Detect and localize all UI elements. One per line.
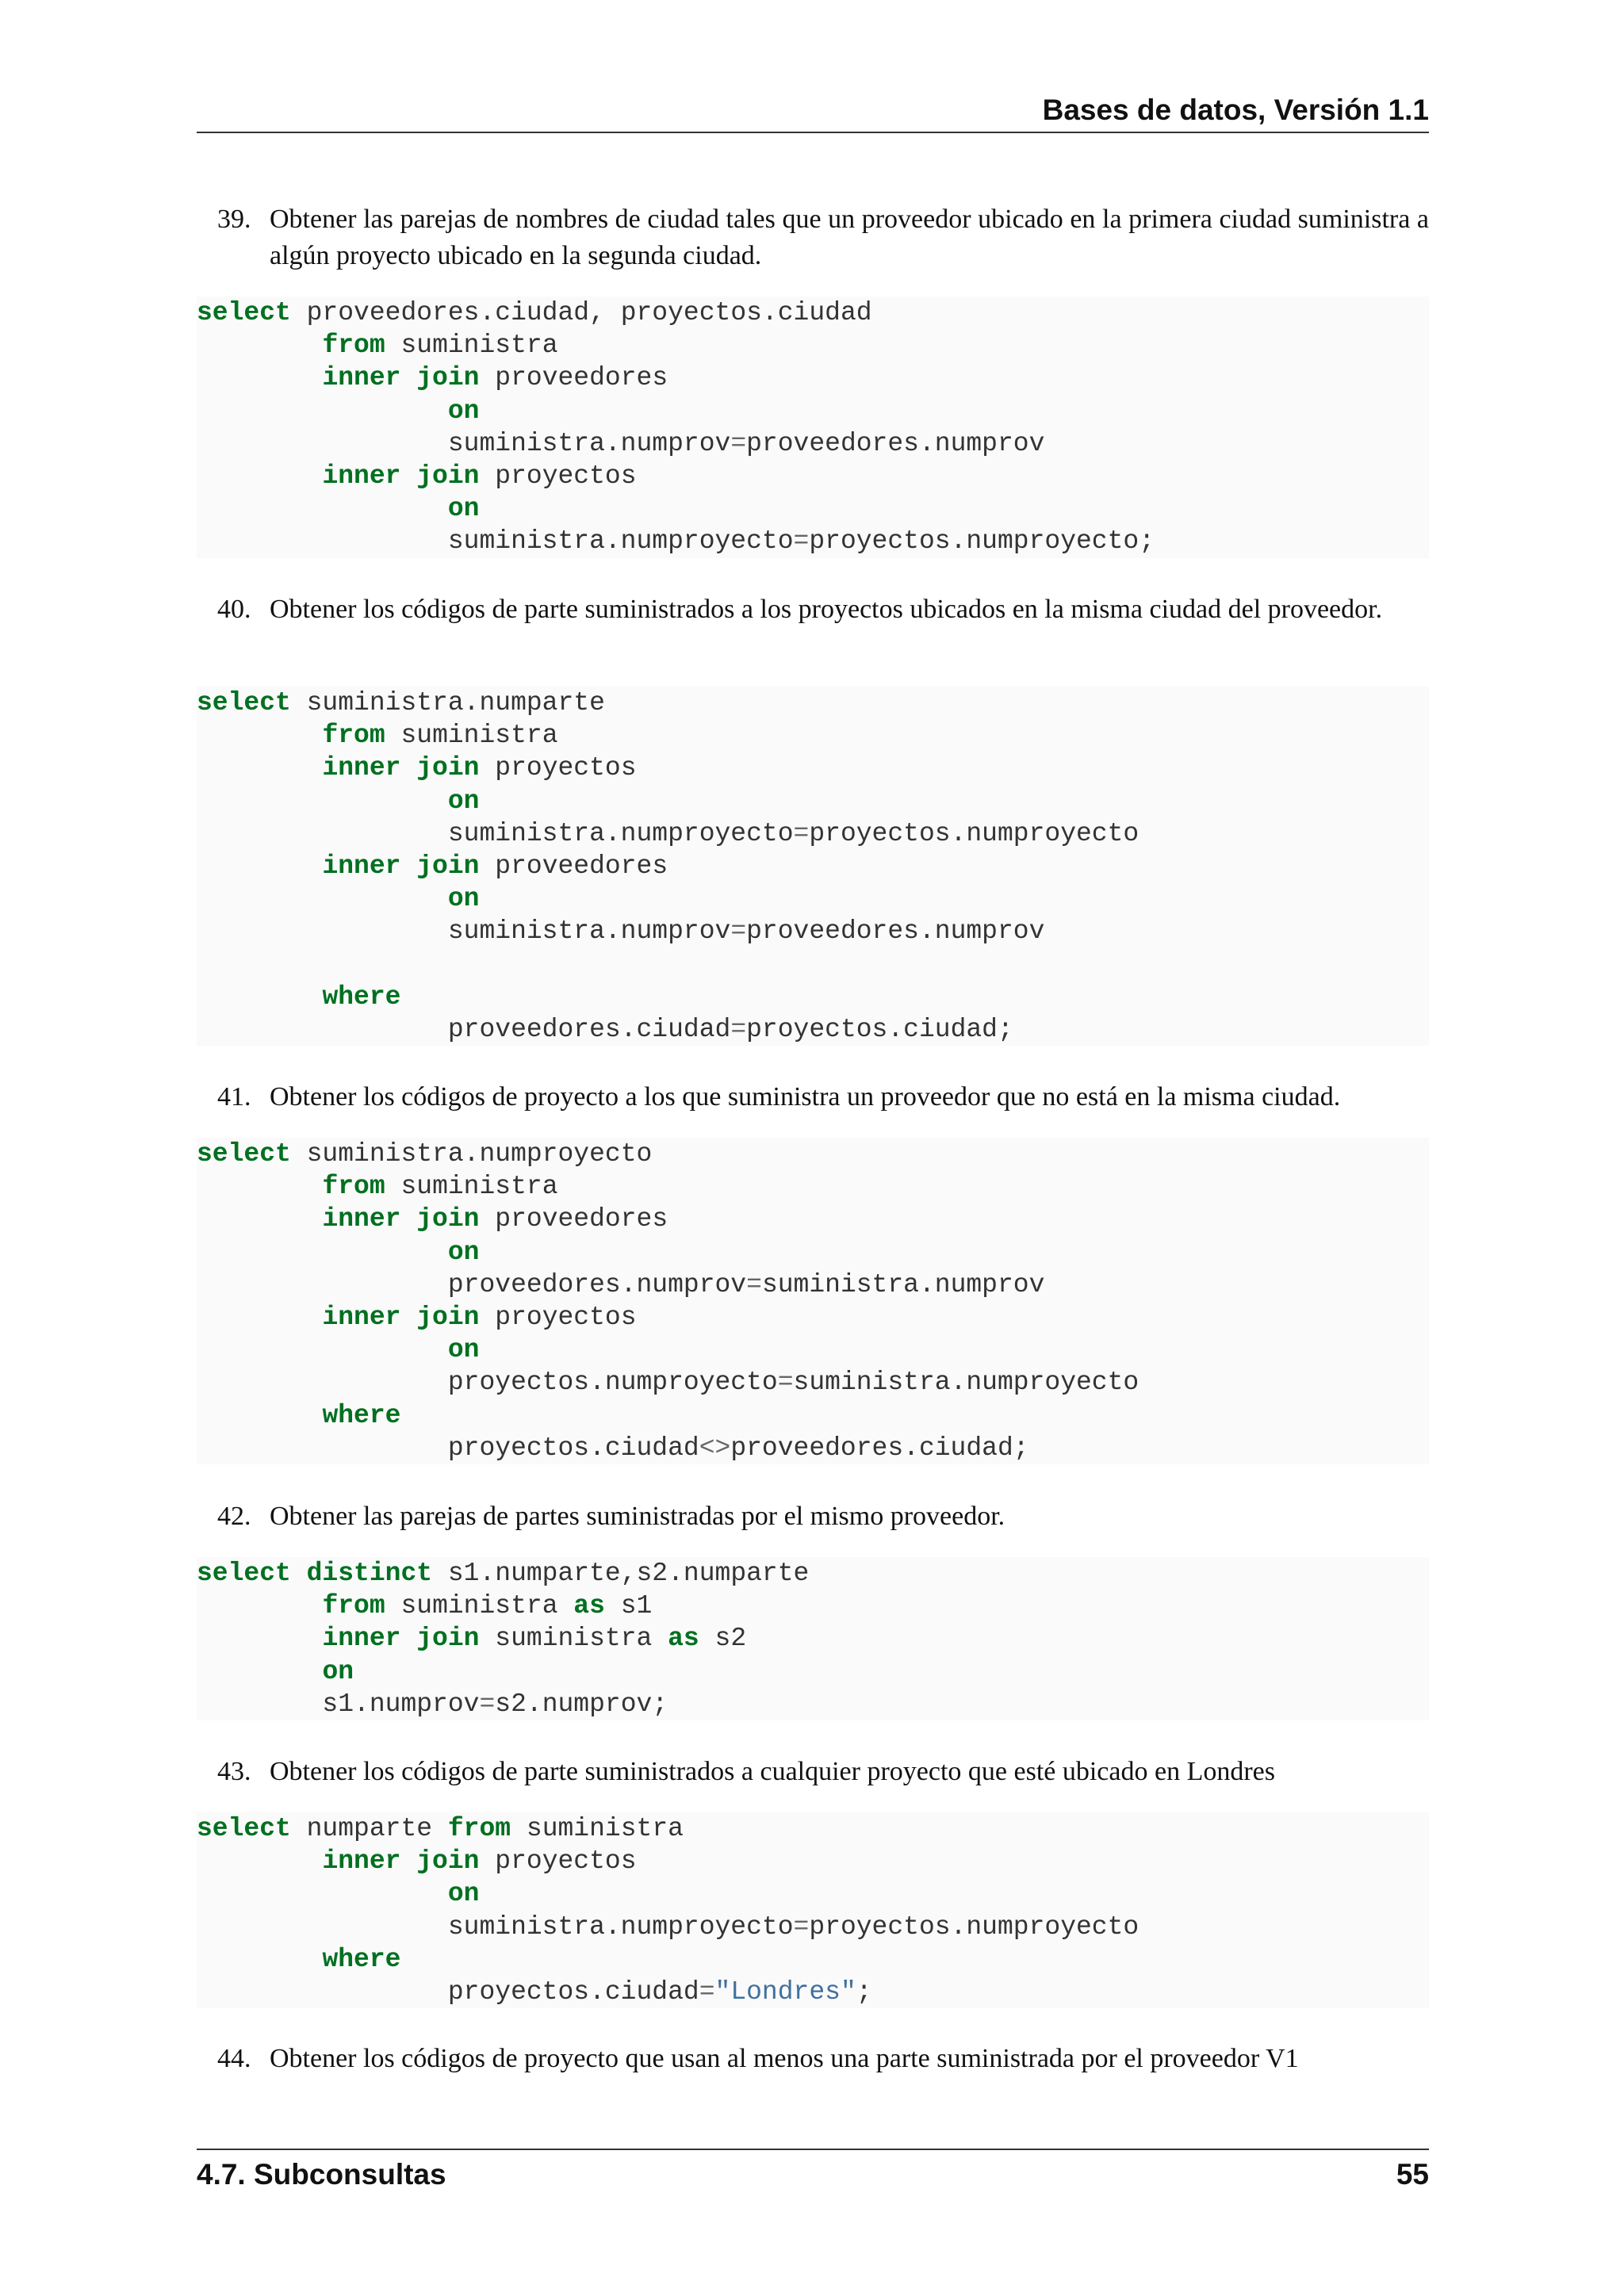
question-39 (197, 201, 1429, 274)
sql-keyword: inner join (322, 1846, 480, 1877)
code-text: proyectos.ciudad (197, 1976, 699, 2007)
code-text: proveedores.ciudad; (730, 1433, 1029, 1463)
question-text: Obtener las parejas de nombres de ciudad tales que un proveedor ubicado en la primera ciudad suministra a algún proyecto ubicado en la segunda ciudad. (270, 205, 1429, 270)
sql-keyword: from (447, 1814, 511, 1843)
sql-keyword: as (573, 1591, 605, 1621)
code-line (197, 1170, 1429, 1203)
code-text: suministra (385, 331, 558, 361)
question-text: Obtener los códigos de parte suministrados a los proyectos ubicados en la misma ciudad del proveedor. (270, 595, 1383, 624)
code-line (197, 817, 1429, 850)
code-text: proyectos.ciudad; (746, 1014, 1013, 1044)
code-line (197, 395, 1429, 427)
question-number: 39. (217, 205, 251, 234)
sql-keyword: inner join (322, 1302, 480, 1332)
code-text: s2.numprov; (495, 1689, 668, 1719)
code-line (197, 525, 1429, 557)
code-text (197, 331, 322, 360)
question-number: 41. (217, 1082, 251, 1112)
sql-keyword: where (322, 1400, 401, 1430)
code-text (197, 1624, 322, 1653)
code-line (197, 1590, 1429, 1622)
code-text: proyectos (479, 1846, 637, 1877)
code-line (197, 1911, 1429, 1943)
sql-keyword: inner join (322, 1204, 480, 1234)
code-text (197, 363, 322, 392)
code-line (197, 1138, 1429, 1170)
code-line (197, 1301, 1429, 1334)
code-text: suministra.numprov (761, 1269, 1045, 1299)
code-block-41 (197, 1138, 1429, 1464)
sql-keyword: inner join (322, 851, 480, 881)
sql-operator: = (746, 1269, 762, 1299)
sql-keyword: on (447, 1335, 480, 1365)
question-number: 44. (217, 2044, 251, 2073)
code-text: proveedores.ciudad (197, 1014, 731, 1044)
footer-rule (197, 2149, 1429, 2150)
code-text: numparte (290, 1814, 448, 1843)
code-line (197, 1013, 1429, 1046)
code-text: proveedores (479, 1204, 668, 1234)
question-43 (197, 1754, 1429, 1790)
sql-keyword: from (322, 1172, 385, 1202)
code-text: suministra.numprov (197, 428, 731, 458)
question-42 (197, 1498, 1429, 1535)
sql-keyword: select (197, 1139, 291, 1169)
code-text: ; (856, 1976, 872, 2007)
code-text (197, 1303, 322, 1332)
code-text (197, 721, 322, 750)
code-text: suministra.numprov (197, 916, 731, 947)
question-44 (197, 2041, 1429, 2077)
code-line (197, 850, 1429, 882)
code-text (197, 786, 448, 816)
code-text: suministra (479, 1624, 668, 1654)
code-text (197, 1335, 448, 1364)
sql-operator: = (479, 1689, 496, 1719)
code-text: suministra.numproyecto (197, 818, 794, 848)
code-line (197, 915, 1429, 947)
code-line (197, 329, 1429, 362)
sql-operator: = (793, 818, 810, 848)
question-40 (197, 591, 1429, 628)
code-text: proyectos.numproyecto (809, 818, 1139, 848)
sql-keyword: on (447, 1237, 480, 1267)
code-block-39 (197, 297, 1429, 558)
code-line (197, 1399, 1429, 1432)
code-text: s2 (699, 1624, 747, 1654)
code-line (197, 1812, 1429, 1845)
header-rule (197, 132, 1429, 133)
code-line (197, 1622, 1429, 1655)
sql-operator: = (730, 428, 747, 458)
code-text: proyectos.numproyecto (809, 1911, 1139, 1942)
code-text: suministra (511, 1814, 684, 1843)
code-line (197, 1655, 1429, 1688)
code-line (197, 752, 1429, 784)
code-text: proyectos (479, 461, 637, 491)
sql-keyword: as (668, 1624, 699, 1654)
code-line (197, 882, 1429, 915)
code-line (197, 1845, 1429, 1877)
code-text: proyectos.numproyecto (197, 1368, 778, 1398)
code-line (197, 687, 1429, 719)
code-line (197, 1688, 1429, 1720)
sql-keyword: select (197, 1814, 291, 1843)
question-text: Obtener los códigos de proyecto a los que suministra un proveedor que no está en la misma ciudad. (270, 1082, 1341, 1112)
sql-keyword: inner join (322, 1624, 480, 1654)
sql-keyword: where (322, 982, 401, 1012)
code-line (197, 1557, 1429, 1590)
sql-operator: = (730, 916, 747, 947)
code-text: suministra (385, 1172, 558, 1202)
sql-keyword: from (322, 1591, 385, 1621)
code-text: suministra.numproyecto (793, 1368, 1139, 1398)
code-text: proyectos.numproyecto; (809, 526, 1155, 557)
code-text (197, 1879, 448, 1908)
question-41 (197, 1079, 1429, 1115)
question-number: 43. (217, 1757, 251, 1786)
code-line (197, 1203, 1429, 1235)
code-block-40 (197, 687, 1429, 1046)
code-text (197, 753, 322, 783)
sql-keyword: on (447, 1879, 480, 1909)
code-line (197, 1269, 1429, 1301)
code-text: suministra.numparte (290, 688, 605, 718)
code-line (197, 460, 1429, 492)
running-header: Bases de datos, Versión 1.1 (1042, 94, 1429, 126)
sql-keyword: inner join (322, 461, 480, 491)
sql-keyword: select (197, 688, 291, 718)
code-text (197, 1846, 322, 1876)
footer-section-title: 4.7. Subconsultas (197, 2158, 446, 2191)
question-number: 40. (217, 595, 251, 624)
code-line (197, 719, 1429, 752)
code-text: s1.numprov (197, 1689, 480, 1719)
code-text: proyectos.ciudad (197, 1433, 699, 1463)
code-text: proveedores.ciudad, proyectos.ciudad (290, 298, 872, 327)
sql-keyword: inner join (322, 753, 480, 783)
sql-operator: = (777, 1368, 794, 1398)
sql-operator: <> (699, 1433, 731, 1463)
code-text: suministra.numproyecto (197, 526, 794, 557)
code-line (197, 1366, 1429, 1399)
code-text: suministra.numproyecto (290, 1139, 653, 1169)
code-text (197, 1238, 448, 1267)
sql-operator: = (793, 1911, 810, 1942)
code-text (197, 1591, 322, 1621)
code-text (197, 1657, 322, 1686)
sql-keyword: select (197, 298, 291, 327)
code-text: proveedores.numprov (197, 1269, 747, 1299)
page-number: 55 (1396, 2158, 1429, 2191)
sql-operator: = (730, 1014, 747, 1044)
question-text: Obtener los códigos de parte suministrados a cualquier proyecto que esté ubicado en Londres (270, 1757, 1275, 1786)
sql-keyword: from (322, 331, 385, 361)
code-line (197, 1432, 1429, 1464)
sql-keyword: on (447, 884, 480, 914)
code-text: proveedores (479, 363, 668, 393)
code-line (197, 1334, 1429, 1366)
sql-string: "Londres" (714, 1976, 856, 2007)
code-text: suministra.numproyecto (197, 1911, 794, 1942)
code-text (197, 1172, 322, 1201)
question-text: Obtener las parejas de partes suministradas por el mismo proveedor. (270, 1502, 1005, 1531)
code-text (197, 884, 448, 913)
code-line (197, 948, 1429, 981)
code-line (197, 785, 1429, 817)
code-line (197, 427, 1429, 460)
question-text: Obtener los códigos de proyecto que usan al menos una parte suministrada por el proveedor V1 (270, 2044, 1299, 2073)
code-block-42 (197, 1557, 1429, 1720)
code-line (197, 1943, 1429, 1976)
code-text (197, 851, 322, 881)
code-text (197, 1945, 322, 1974)
code-line (197, 1236, 1429, 1269)
code-text: proveedores (479, 851, 668, 881)
code-text: s1.numparte,s2.numparte (432, 1559, 810, 1588)
sql-keyword: select distinct (197, 1559, 433, 1588)
code-text: proyectos (479, 753, 637, 783)
sql-keyword: on (322, 1656, 354, 1686)
code-line (197, 492, 1429, 525)
code-text (197, 396, 448, 426)
sql-operator: = (793, 526, 810, 557)
sql-keyword: on (447, 396, 480, 426)
code-line (197, 297, 1429, 329)
code-text (197, 1401, 322, 1430)
code-text: s1 (604, 1591, 653, 1621)
code-text (197, 982, 322, 1012)
code-text (197, 494, 448, 523)
code-text (197, 1204, 322, 1234)
question-number: 42. (217, 1502, 251, 1531)
code-text: suministra (385, 721, 558, 751)
code-block-43 (197, 1812, 1429, 2008)
code-text: suministra (385, 1591, 574, 1621)
code-line (197, 1976, 1429, 2008)
code-text: proveedores.numprov (746, 916, 1045, 947)
sql-keyword: on (447, 786, 480, 816)
sql-keyword: on (447, 494, 480, 524)
code-line (197, 1877, 1429, 1910)
code-line (197, 362, 1429, 394)
code-text: proveedores.numprov (746, 428, 1045, 458)
code-line (197, 981, 1429, 1013)
sql-keyword: from (322, 721, 385, 751)
code-text (197, 461, 322, 491)
code-text: proyectos (479, 1302, 637, 1332)
sql-keyword: where (322, 1944, 401, 1974)
sql-keyword: inner join (322, 363, 480, 393)
sql-operator: = (699, 1976, 715, 2007)
